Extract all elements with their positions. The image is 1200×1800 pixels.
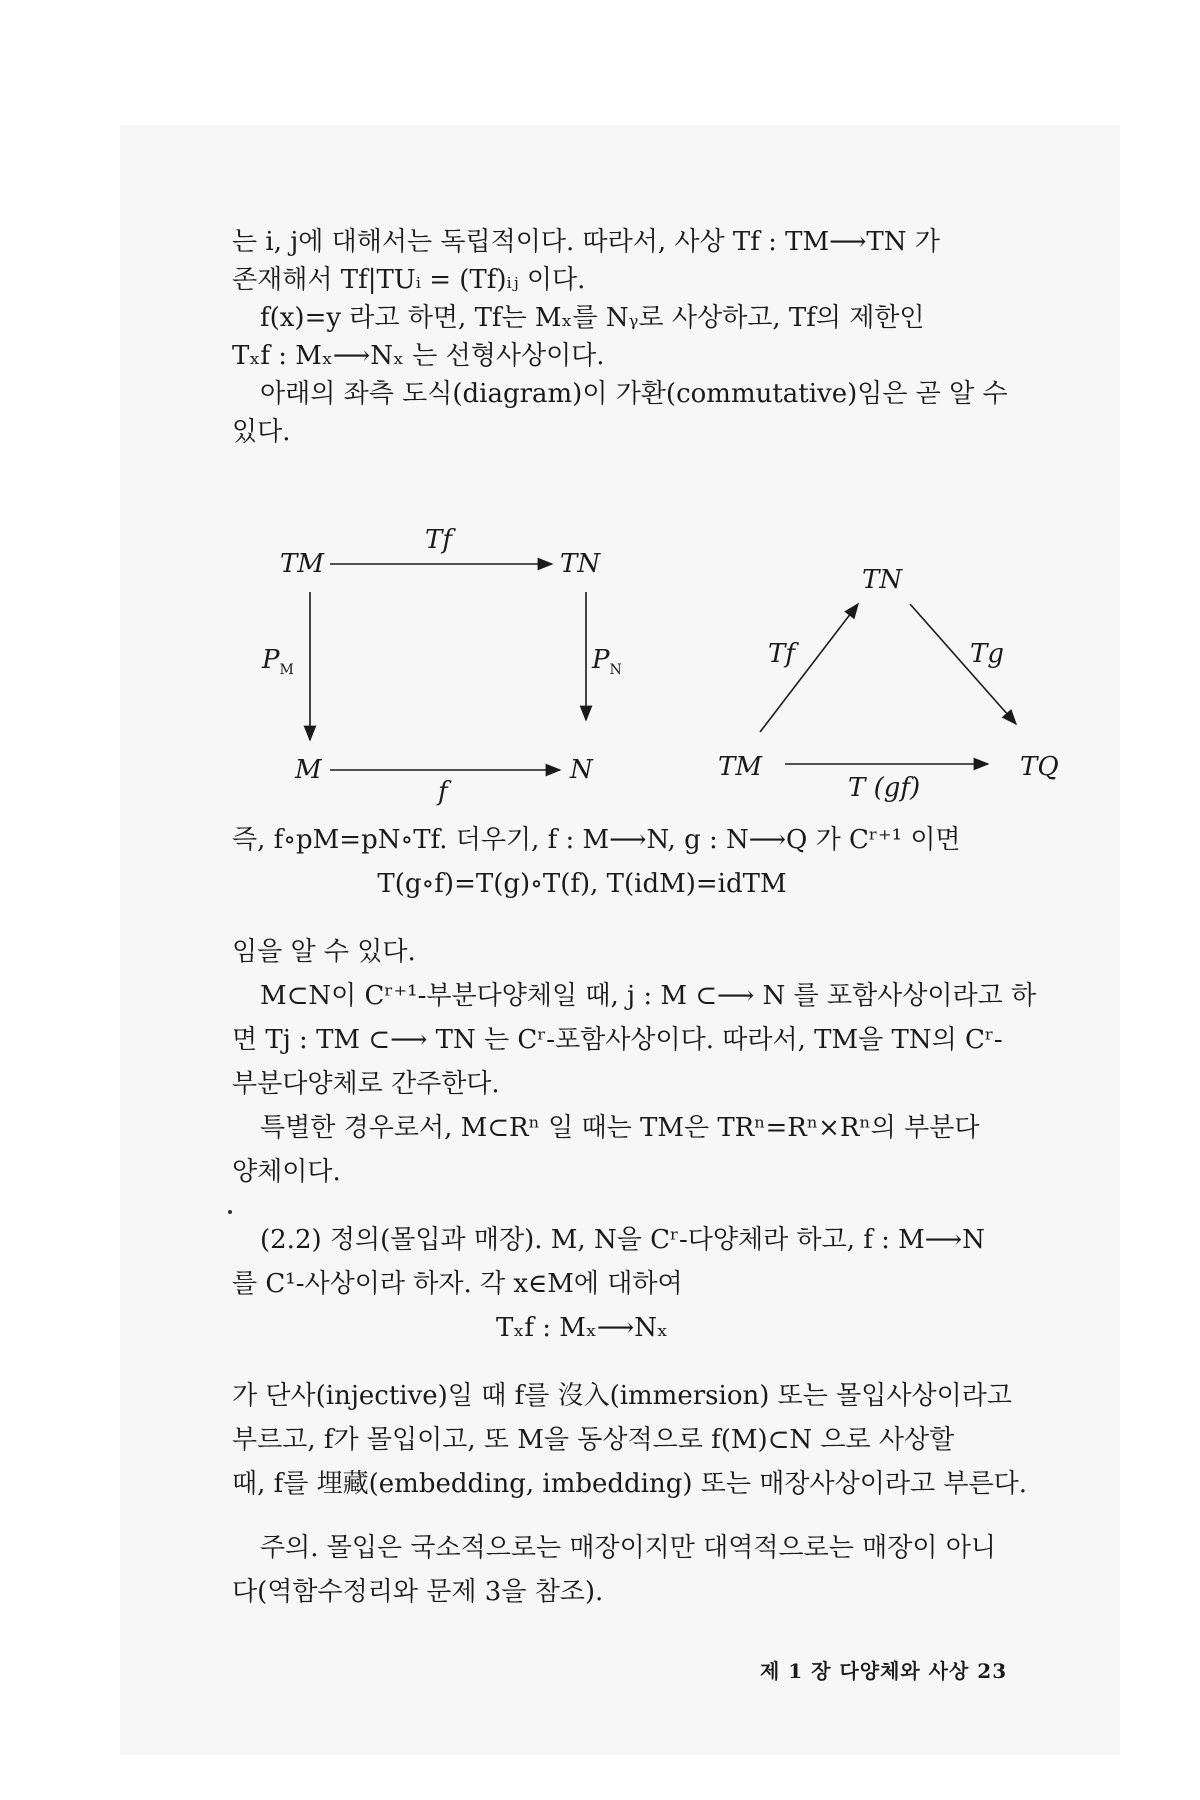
text-line: 가 단사(injective)일 때 f를 沒入(immersion) 또는 몰입사상이라고 bbox=[232, 1381, 1012, 1411]
equation: T(g∘f)=T(g)∘T(f), T(idM)=idTM bbox=[377, 869, 787, 899]
arrow-label-Tg: Tg bbox=[970, 639, 1004, 669]
left-square-diagram bbox=[261, 525, 622, 807]
text-line: 아래의 좌측 도식(diagram)이 가환(commutative)임은 곧 알 수 bbox=[260, 379, 1008, 409]
text-line: 양체이다. bbox=[232, 1157, 341, 1187]
text-line: f(x)=y 라고 하면, Tf는 Mₓ를 Nᵧ로 사상하고, Tf의 제한인 bbox=[260, 303, 925, 333]
text-line: 있다. bbox=[232, 417, 291, 447]
text-line: 다(역함수정리와 문제 3을 참조). bbox=[232, 1577, 604, 1607]
arrow-label-Tf: Tf bbox=[768, 639, 795, 669]
text-line: 특별한 경우로서, M⊂Rⁿ 일 때는 TM은 TRⁿ=Rⁿ×Rⁿ의 부분다 bbox=[260, 1113, 980, 1143]
note-line: 주의. 몰입은 국소적으로는 매장이지만 대역적으로는 매장이 아니 bbox=[260, 1533, 996, 1563]
right-triangle-diagram bbox=[718, 565, 1059, 803]
node-TM: TM bbox=[280, 549, 324, 579]
node-TM: TM bbox=[718, 752, 762, 782]
text-line: 때, f를 埋藏(embedding, imbedding) 또는 매장사상이라고 부른다. bbox=[232, 1469, 1027, 1499]
text-line: M⊂N이 Cʳ⁺¹-부분다양체일 때, j : M ⊂⟶ N 를 포함사상이라고 하 bbox=[260, 981, 1037, 1011]
arrow-label-Tf: Tf bbox=[425, 525, 452, 555]
node-M: M bbox=[295, 755, 322, 785]
definition-heading: (2.2) 정의(몰입과 매장). M, N을 Cʳ-다양체라 하고, f : M⟶N bbox=[260, 1225, 985, 1255]
arrow-label-PM: $P_M$ bbox=[262, 645, 294, 678]
text-line: 를 C¹-사상이라 하자. 각 x∈M에 대하여 bbox=[232, 1269, 683, 1299]
margin-mark bbox=[228, 1210, 232, 1214]
arrow-label-PN: $P_N$ bbox=[592, 645, 622, 678]
equation: Tₓf : Mₓ⟶Nₓ bbox=[496, 1313, 668, 1343]
arrow-label-Tgf: T (gf) bbox=[848, 773, 921, 803]
node-N: N bbox=[570, 755, 593, 785]
node-TQ: TQ bbox=[1020, 752, 1059, 782]
text-line: 면 Tj : TM ⊂⟶ TN 는 Cʳ-포함사상이다. 따라서, TM을 TN의 Cʳ- bbox=[232, 1025, 1003, 1055]
text-line: 임을 알 수 있다. bbox=[232, 937, 416, 967]
arrow-label-f: f bbox=[438, 777, 448, 807]
text-line: 부분다양체로 간주한다. bbox=[232, 1069, 500, 1099]
text-line: 존재해서 Tf|TUᵢ = (Tf)ᵢⱼ 이다. bbox=[232, 265, 586, 295]
node-TN: TN bbox=[560, 549, 601, 579]
commutative-diagrams bbox=[0, 0, 1200, 820]
node-TN: TN bbox=[862, 565, 903, 595]
text-line: 는 i, j에 대해서는 독립적이다. 따라서, 사상 Tf : TM⟶TN 가 bbox=[232, 227, 940, 257]
text-line: 부르고, f가 몰입이고, 또 M을 동상적으로 f(M)⊂N 으로 사상할 bbox=[232, 1425, 955, 1455]
text-line: Tₓf : Mₓ⟶Nₓ 는 선형사상이다. bbox=[232, 341, 605, 371]
text-line: 즉, f∘pM=pN∘Tf. 더우기, f : M⟶N, g : N⟶Q 가 Cʳ⁺¹ 이면 bbox=[232, 825, 961, 855]
page-footer: 제 1 장 다양체와 사상 23 bbox=[760, 1659, 1008, 1683]
